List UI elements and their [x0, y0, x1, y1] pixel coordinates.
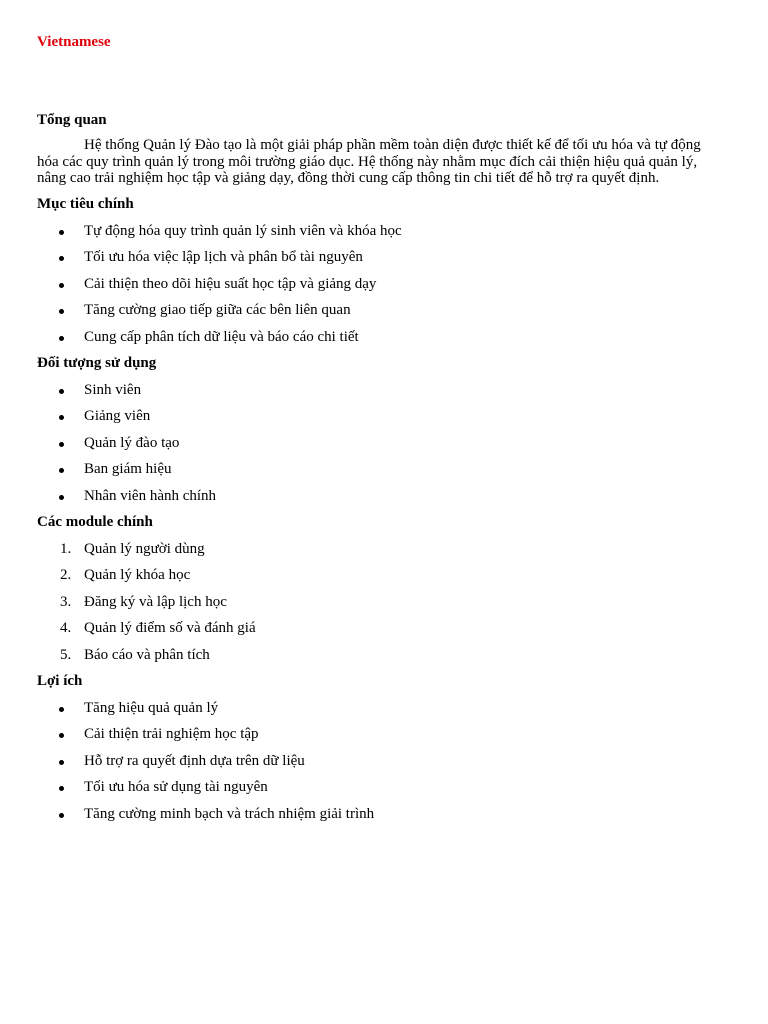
list-item: Cải thiện theo dõi hiệu suất học tập và giảng dạy	[84, 275, 377, 292]
overview-paragraph: Hệ thống Quản lý Đào tạo là một giải pháp phần mềm toàn diện được thiết kế để tối ưu hóa và tự động hóa các quy trình quản lý trong môi trường giáo dục. Hệ thống này nhằm mục đích cải thiện hiệu quả quản lý, nâng cao trải nghiệm học tập và giảng dạy, đồng thời cung cấp thông tin chi tiết để hỗ trợ ra quyết định.	[37, 137, 701, 186]
list-item: 2. Quản lý khóa học	[60, 567, 191, 583]
modules-heading: Các module chính	[37, 514, 153, 530]
list-item: Tự động hóa quy trình quản lý sinh viên và khóa học	[84, 222, 402, 239]
list-item: Hỗ trợ ra quyết định dựa trên dữ liệu	[84, 752, 305, 769]
list-item: Tối ưu hóa sử dụng tài nguyên	[84, 779, 268, 795]
objectives-list	[37, 222, 719, 346]
users-list	[37, 381, 719, 505]
list-item: Ban giám hiệu	[84, 461, 172, 477]
document-page	[37, 32, 719, 823]
list-number: 4.	[60, 620, 72, 636]
list-number: 2.	[60, 567, 72, 583]
modules-list	[37, 540, 719, 664]
list-item: Giảng viên	[84, 408, 151, 424]
overview-heading: Tổng quan	[37, 112, 107, 128]
list-item: 4. Quản lý điểm số và đánh giá	[60, 620, 256, 636]
list-item: Tăng cường giao tiếp giữa các bên liên quan	[84, 302, 351, 318]
list-item: Tối ưu hóa việc lập lịch và phân bổ tài nguyên	[84, 249, 363, 265]
list-item: 1. Quản lý người dùng	[60, 540, 205, 557]
list-number: 5.	[60, 646, 72, 663]
objectives-heading: Mục tiêu chính	[37, 196, 134, 212]
language-label: Vietnamese	[37, 34, 111, 50]
list-number: 3.	[60, 593, 72, 610]
list-item: Sinh viên	[84, 381, 142, 398]
list-item: Tăng hiệu quả quản lý	[84, 699, 219, 716]
list-item: Quản lý đào tạo	[84, 434, 180, 451]
list-item: Cải thiện trải nghiệm học tập	[84, 726, 259, 742]
list-number: 1.	[60, 540, 72, 557]
list-item: Cung cấp phân tích dữ liệu và báo cáo chi tiết	[84, 328, 359, 345]
list-item: Nhân viên hành chính	[84, 487, 217, 504]
list-item: Tăng cường minh bạch và trách nhiệm giải trình	[84, 805, 375, 822]
users-heading: Đối tượng sử dụng	[37, 355, 157, 371]
benefits-heading: Lợi ích	[37, 673, 83, 689]
list-item: 3. Đăng ký và lập lịch học	[60, 593, 227, 610]
list-item: 5. Báo cáo và phân tích	[60, 646, 210, 663]
benefits-list	[37, 699, 719, 823]
